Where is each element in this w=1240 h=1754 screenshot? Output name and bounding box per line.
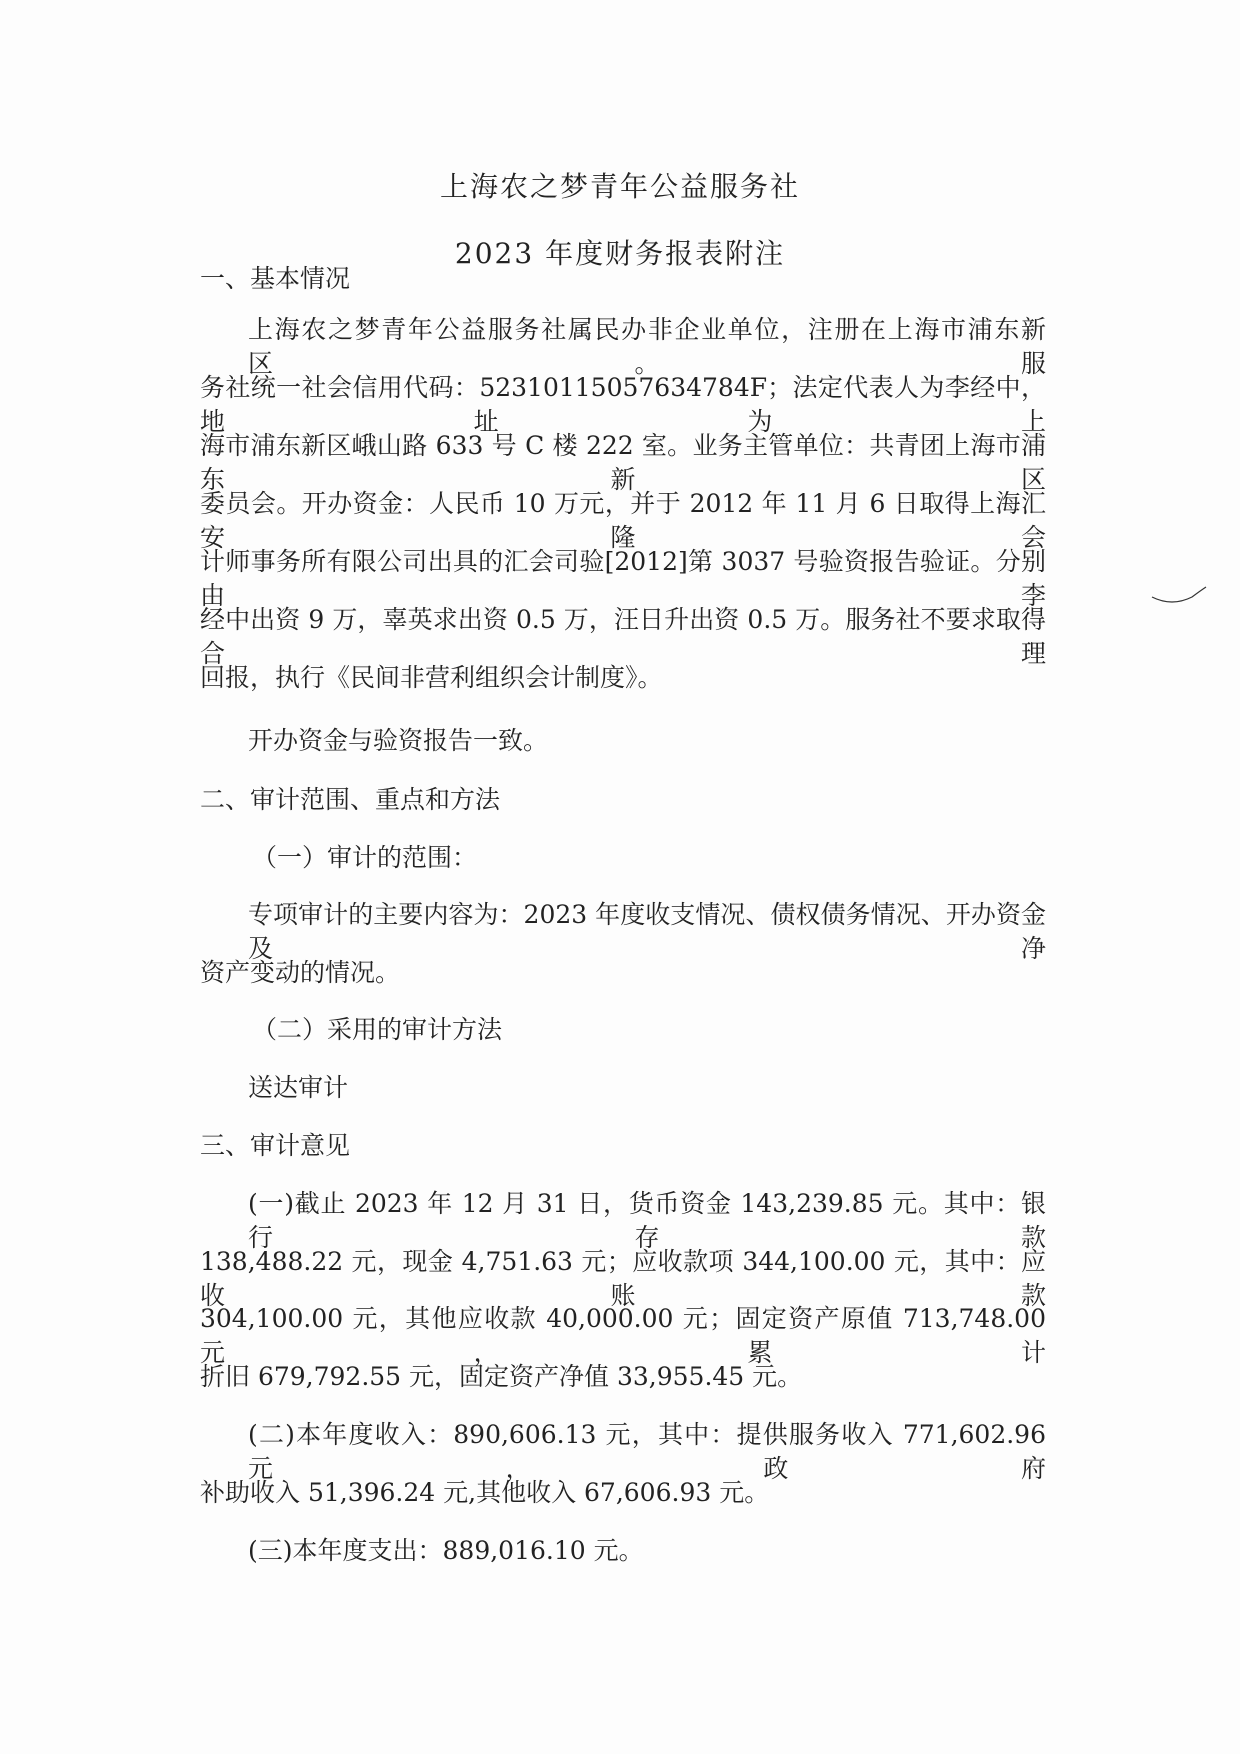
subsection-heading-method: （二）采用的审计方法 (252, 1015, 503, 1044)
paragraph-line: 回报，执行《民间非营利组织会计制度》。 (200, 663, 663, 692)
document-subtitle: 2023 年度财务报表附注 (454, 237, 786, 270)
paragraph-line: 开办资金与验资报告一致。 (248, 726, 549, 755)
paragraph-line: 资产变动的情况。 (200, 958, 401, 987)
paragraph-line: 上海农之梦青年公益服务社属民办非企业单位，注册在上海市浦东新区。服 (248, 315, 1046, 378)
paragraph-line: (二)本年度收入：890,606.13 元，其中：提供服务收入 771,602.96 元，政府 (248, 1420, 1046, 1483)
paragraph-line: 138,488.22 元，现金 4,751.63 元；应收款项 344,100.00 元，其中：应收账款 (200, 1247, 1046, 1310)
paragraph-line: 委员会。开办资金：人民币 10 万元，并于 2012 年 11 月 6 日取得上海汇安隆会 (200, 489, 1046, 552)
paragraph-line: (一)截止 2023 年 12 月 31 日，货币资金 143,239.85 元。其中：银行存款 (248, 1189, 1046, 1252)
section-heading-audit-opinion: 三、审计意见 (200, 1131, 351, 1160)
document-title: 上海农之梦青年公益服务社 (439, 170, 800, 203)
paragraph-line: 计师事务所有限公司出具的汇会司验[2012]第 3037 号验资报告验证。分别由李 (200, 547, 1046, 610)
section-heading-audit-scope: 二、审计范围、重点和方法 (200, 785, 501, 814)
paragraph-line: 304,100.00 元，其他应收款 40,000.00 元；固定资产原值 713,748.00 元，累计 (200, 1304, 1046, 1367)
paragraph-line: 折旧 679,792.55 元，固定资产净值 33,955.45 元。 (200, 1362, 803, 1391)
paragraph-line: 海市浦东新区峨山路 633 号 C 楼 222 室。业务主管单位：共青团上海市浦东新区 (200, 431, 1046, 494)
section-heading-basic-info: 一、基本情况 (200, 264, 351, 293)
paragraph-line: 专项审计的主要内容为：2023 年度收支情况、债权债务情况、开办资金及净 (248, 900, 1046, 963)
paragraph-line: 补助收入 51,396.24 元,其他收入 67,606.93 元。 (200, 1478, 770, 1507)
pen-mark (1150, 585, 1210, 615)
paragraph-line: 务社统一社会信用代码：52310115057634784F；法定代表人为李经中，地址为上 (200, 373, 1046, 436)
subsection-heading-scope: （一）审计的范围： (252, 843, 478, 872)
paragraph-line: (三)本年度支出：889,016.10 元。 (248, 1536, 644, 1565)
paragraph-line: 送达审计 (248, 1073, 349, 1102)
paragraph-line: 经中出资 9 万，辜英求出资 0.5 万，汪日升出资 0.5 万。服务社不要求取得合理 (200, 605, 1046, 668)
